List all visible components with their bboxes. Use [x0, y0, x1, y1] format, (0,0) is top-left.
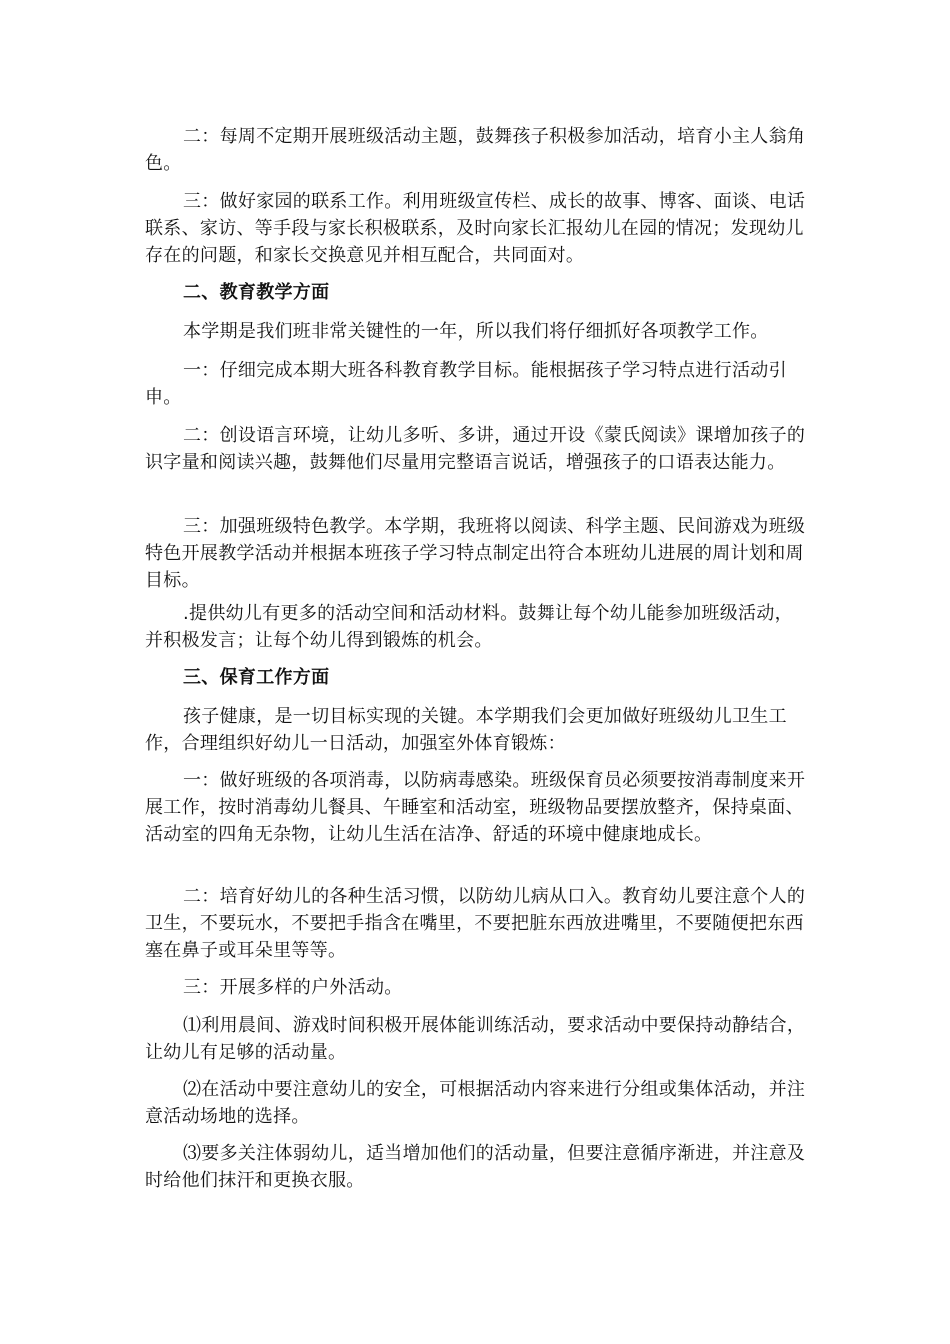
paragraph-14: ⑶要多关注体弱幼儿，适当增加他们的活动量，但要注意循序渐进，并注意及时给他们抹汗和更换衣服。: [145, 1143, 806, 1191]
paragraph-7: .提供幼儿有更多的活动空间和活动材料。鼓舞让每个幼儿能参加班级活动，并积极发言；让每个幼儿得到锻炼的机会。: [145, 603, 793, 651]
section-heading-care: 三、保育工作方面: [183, 667, 330, 688]
paragraph-12: ⑴利用晨间、游戏时间积极开展体能训练活动，要求活动中要保持动静结合，让幼儿有足够的活动量。: [145, 1015, 806, 1063]
paragraph-11: 三：开展多样的户外活动。: [183, 977, 403, 998]
paragraph-9: 一：做好班级的各项消毒，以防病毒感染。班级保育员必须要按消毒制度来开展工作，按时消毒幼儿餐具、午睡室和活动室，班级物品要摆放整齐，保持桌面、活动室的四角无杂物，让幼儿生活在洁净、舒适的环境中健康地成长。: [145, 770, 806, 845]
paragraph-5: 二：创设语言环境，让幼儿多听、多讲，通过开设《蒙氏阅读》课增加孩子的识字量和阅读兴趣，鼓舞他们尽量用完整语言说话，增强孩子的口语表达能力。: [145, 425, 806, 473]
paragraph-2: 三：做好家园的联系工作。利用班级宣传栏、成长的故事、博客、面谈、电话联系、家访、等手段与家长积极联系，及时向家长汇报幼儿在园的情况；发现幼儿存在的问题，和家长交换意见并相互配合，共同面对。: [145, 191, 806, 266]
paragraph-4: 一：仔细完成本期大班各科教育教学目标。能根据孩子学习特点进行活动引申。: [145, 360, 787, 408]
section-heading-education: 二、教育教学方面: [183, 282, 330, 303]
paragraph-8: 孩子健康，是一切目标实现的关键。本学期我们会更加做好班级幼儿卫生工作，合理组织好幼儿一日活动，加强室外体育锻炼：: [145, 706, 787, 754]
paragraph-10: 二：培育好幼儿的各种生活习惯，以防幼儿病从口入。教育幼儿要注意个人的卫生，不要玩水，不要把手指含在嘴里，不要把脏东西放进嘴里，不要随便把东西塞在鼻子或耳朵里等等。: [145, 886, 806, 961]
paragraph-13: ⑵在活动中要注意幼儿的安全，可根据活动内容来进行分组或集体活动，并注意活动场地的选择。: [145, 1079, 806, 1127]
paragraph-1: 二：每周不定期开展班级活动主题，鼓舞孩子积极参加活动，培育小主人翁角色。: [145, 126, 806, 174]
paragraph-6: 三：加强班级特色教学。本学期，我班将以阅读、科学主题、民间游戏为班级特色开展教学活动并根据本班孩子学习特点制定出符合本班幼儿进展的周计划和周目标。: [145, 516, 806, 591]
paragraph-3: 本学期是我们班非常关键性的一年，所以我们将仔细抓好各项教学工作。: [183, 321, 769, 342]
